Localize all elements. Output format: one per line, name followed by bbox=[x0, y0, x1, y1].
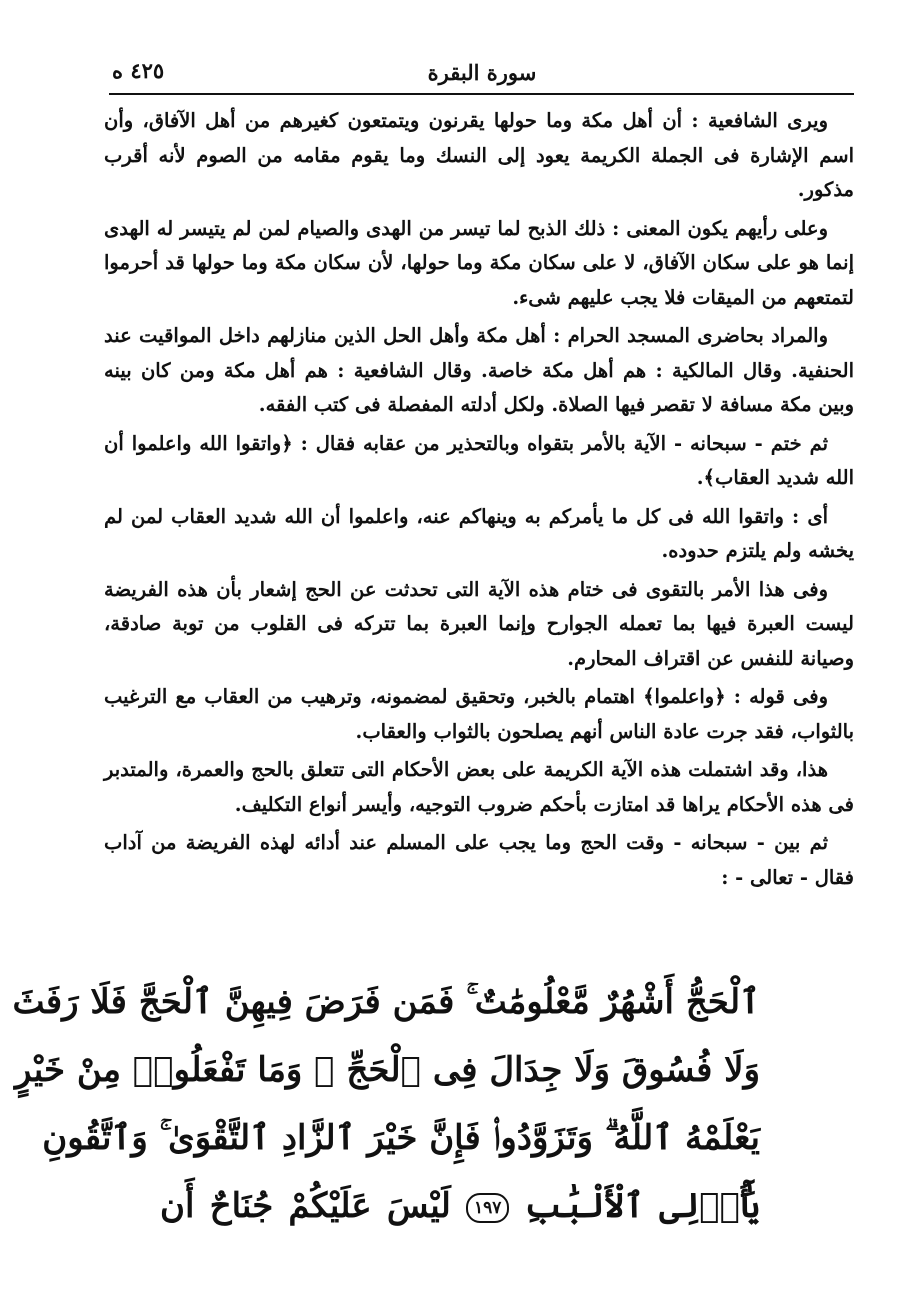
verse-continuation: لَيْسَ عَلَيْكُمْ جُنَاحٌ أَن bbox=[160, 1186, 451, 1226]
verse-line: وَلَا فُسُوقَ وَلَا جِدَالَ فِى ٱلْحَجِّ ۗ وَمَا تَفْعَلُوا۟ مِنْ خَيْرٍ bbox=[15, 1050, 760, 1090]
quran-verse bbox=[12, 968, 760, 1240]
page-number: ٤٢٥ ه bbox=[112, 58, 165, 83]
verse-line-text: يَٰٓأُو۟لِى ٱلْأَلْبَٰبِ bbox=[524, 1186, 760, 1226]
page-header bbox=[112, 54, 852, 90]
paragraph: وفى قوله : ﴿واعلموا﴾ اهتمام بالخبر، وتحقيق لمضمونه، وترهيب من العقاب مع الترغيب بالثواب، فقد جرت عادة الناس أنهم يصلحون بالثواب والعقاب. bbox=[104, 685, 854, 743]
paragraph: ثم بين - سبحانه - وقت الحج وما يجب على المسلم عند أدائه لهذه الفريضة من آداب فقال - تعالى - : bbox=[104, 831, 854, 889]
surah-title: سورة البقرة bbox=[427, 59, 537, 85]
paragraph: أى : واتقوا الله فى كل ما يأمركم به وينهاكم عنه، واعلموا أن الله شديد العقاب لمن لم يخشه ولم يلتزم حدوده. bbox=[104, 504, 854, 562]
paragraph: ويرى الشافعية : أن أهل مكة وما حولها يقرنون ويتمتعون كغيرهم من أهل الآفاق، وأن اسم الإشارة فى الجملة الكريمة يعود إلى النسك وما يقوم مقامه من الصوم لأنه أقرب مذكور. bbox=[104, 109, 854, 201]
verse-line: يَعْلَمْهُ ٱللَّهُ ۗ وَتَزَوَّدُوا۟ فَإِنَّ خَيْرَ ٱلزَّادِ ٱلتَّقْوَىٰ ۚ وَٱتَّقُونِ bbox=[42, 1118, 760, 1158]
header-divider bbox=[109, 93, 854, 95]
verse-line-last bbox=[160, 1172, 760, 1240]
paragraph: والمراد بحاضرى المسجد الحرام : أهل مكة وأهل الحل الذين منازلهم داخل المواقيت عند الحنفية. وقال المالكية : هم أهل مكة خاصة. وقال الشافعية : هم أهل مكة ومن كان بينه وبين مكة مسافة لا تقصر فيها الصلاة. ولكل أدلته المفصلة فى كتب الفقه. bbox=[104, 324, 854, 416]
paragraph: هذا، وقد اشتملت هذه الآية الكريمة على بعض الأحكام التى تتعلق بالحج والعمرة، والمتدبر فى هذه الأحكام يراها قد امتازت بأحكم ضروب التوجيه، وأيسر أنواع التكليف. bbox=[104, 758, 854, 816]
commentary-text bbox=[104, 104, 854, 899]
verse-line: ٱلْحَجُّ أَشْهُرٌ مَّعْلُومَٰتٌ ۚ فَمَن فَرَضَ فِيهِنَّ ٱلْحَجَّ فَلَا رَفَثَ bbox=[12, 982, 760, 1022]
paragraph: ثم ختم - سبحانه - الآية بالأمر بتقواه وبالتحذير من عقابه فقال : ﴿واتقوا الله واعلموا أن الله شديد العقاب﴾. bbox=[104, 431, 854, 489]
paragraph: وفى هذا الأمر بالتقوى فى ختام هذه الآية التى تحدثت عن الحج إشعار بأن هذه الفريضة ليست العبرة فيها بما تعمله الجوارح وإنما العبرة بما تتركه فى القلوب من توبة صادقة، وصيانة للنفس عن اقتراف المحارم. bbox=[104, 577, 854, 670]
ayah-number-marker: ١٩٧ bbox=[466, 1193, 509, 1223]
paragraph: وعلى رأيهم يكون المعنى : ذلك الذبح لما تيسر من الهدى والصيام لمن لم يتيسر له الهدى إنما هو على سكان الآفاق، لا على سكان مكة وما حولها، لأن سكان مكة وما حولها قد أحرموا لتمتعهم من الميقات فلا يجب عليهم شىء. bbox=[104, 216, 854, 309]
